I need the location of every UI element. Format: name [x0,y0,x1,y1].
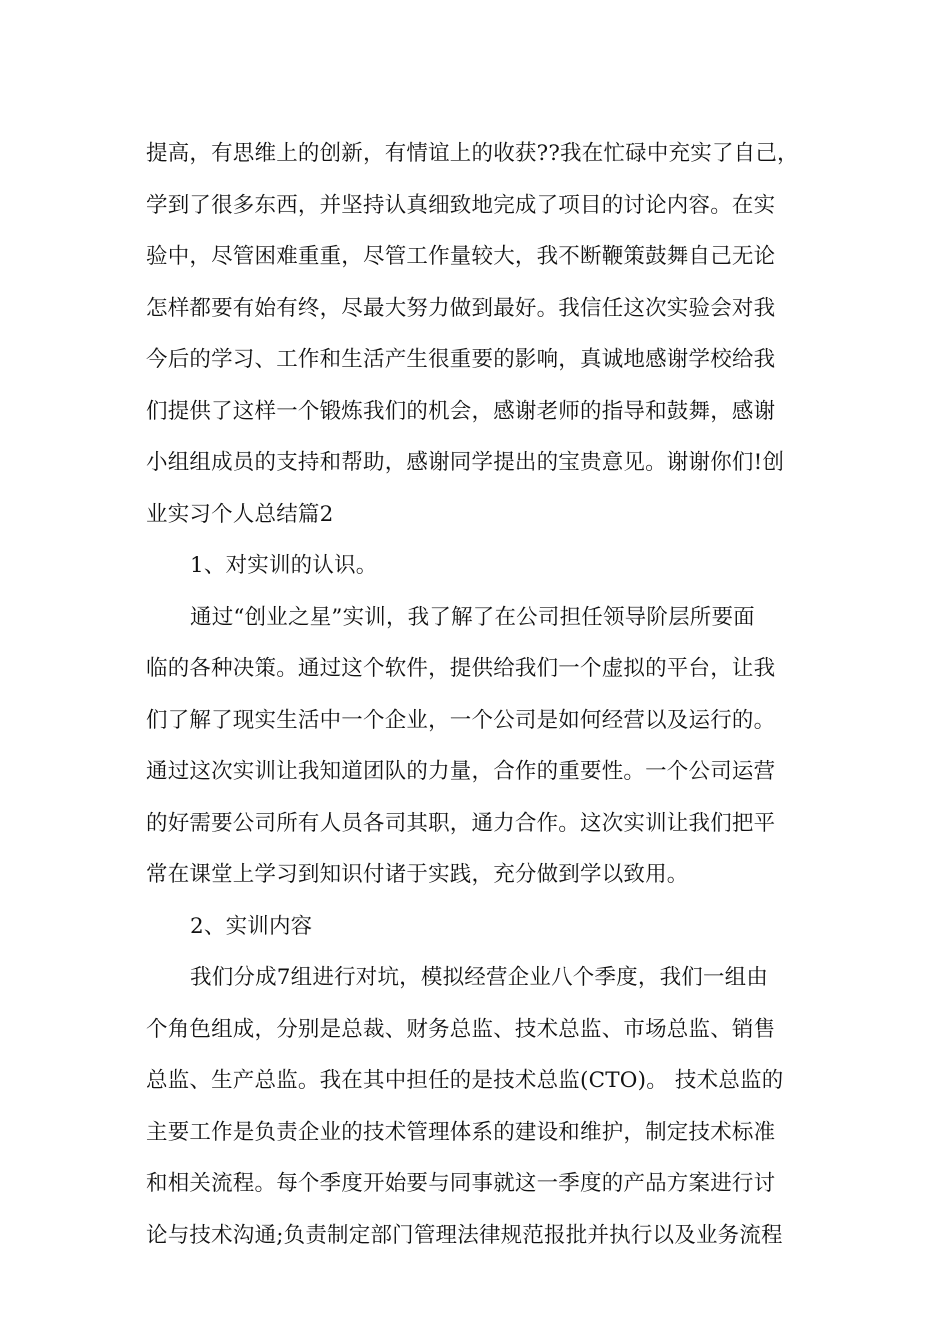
section-heading: 1、对实训的认识。 [190,553,378,578]
text-line: 提高，有思维上的创新，有情谊上的收获??我在忙碌中充实了自己， [146,141,799,166]
text-line: 学到了很多东西，并坚持认真细致地完成了项目的讨论内容。在实 [146,192,776,218]
text-line: 小组组成员的支持和帮助，感谢同学提出的宝贵意见。谢谢你们!创 [146,450,785,475]
text-line: 通过“创业之星”实训，我了解了在公司担任领导阶层所要面 [190,604,755,630]
text-line: 通过这次实训让我知道团队的力量，合作的重要性。一个公司运营 [146,759,776,784]
text-line: 们提供了这样一个锻炼我们的机会，感谢老师的指导和鼓舞，感谢 [146,398,776,424]
text-line: 验中，尽管困难重重，尽管工作量较大，我不断鞭策鼓舞自己无论 [146,244,776,269]
text-line: 业实习个人总结篇2 [146,501,334,527]
text-line: 和相关流程。每个季度开始要与同事就这一季度的产品方案进行讨 [146,1171,776,1196]
text-line: 总监、生产总监。我在其中担任的是技术总监(CTO)。 技术总监的 [146,1068,784,1093]
text-line: 的好需要公司所有人员各司其职，通力合作。这次实训让我们把平 [146,810,776,836]
section-heading: 2、实训内容 [190,913,313,939]
body-text [146,128,810,1261]
text-line: 主要工作是负责企业的技术管理体系的建设和维护，制定技术标准 [146,1119,776,1145]
text-line: 今后的学习、工作和生活产生很重要的影响，真诚地感谢学校给我 [146,347,776,372]
text-line: 个角色组成，分别是总裁、财务总监、技术总监、市场总监、销售 [146,1016,776,1042]
text-line: 我们分成7组进行对坑，模拟经营企业八个季度，我们一组由 [190,965,769,990]
text-line: 论与技术沟通;负责制定部门管理法律规范报批并执行以及业务流程 [146,1222,783,1248]
text-line: 们了解了现实生活中一个企业，一个公司是如何经营以及运行的。 [146,707,776,733]
text-line: 怎样都要有始有终，尽最大努力做到最好。我信任这次实验会对我 [146,295,776,321]
text-line: 临的各种决策。通过这个软件，提供给我们一个虚拟的平台，让我 [146,656,776,681]
text-line: 常在课堂上学习到知识付诸于实践，充分做到学以致用。 [146,862,689,887]
